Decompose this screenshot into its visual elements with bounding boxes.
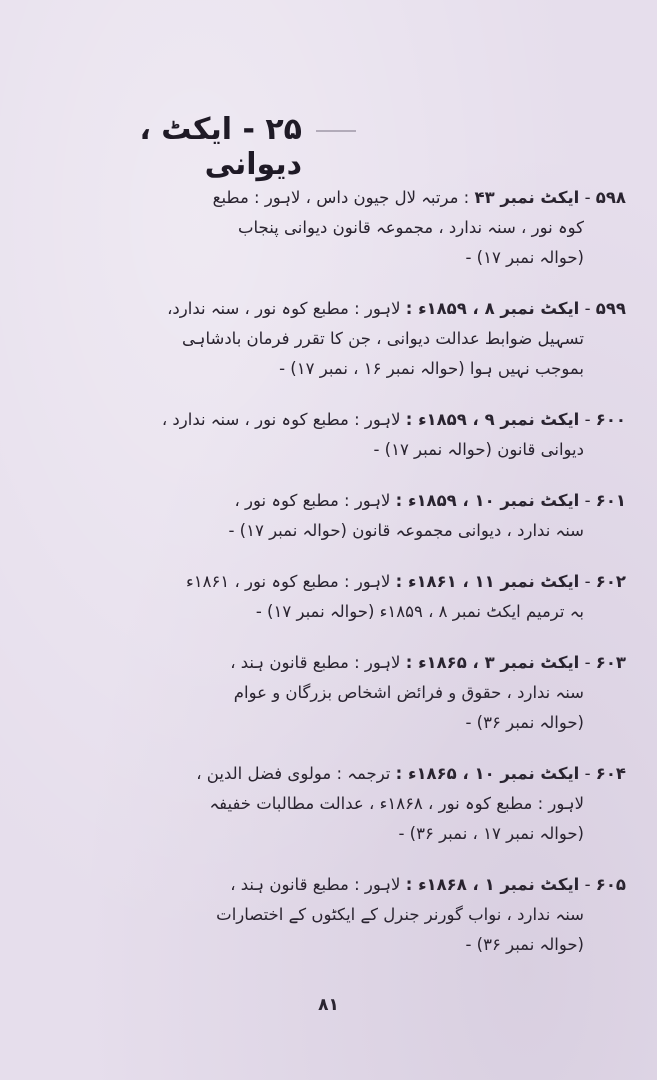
entry-first-line: ۶۰۳ - ایکٹ نمبر ۳ ، ۱۸۶۵ء : لاہور : مطبع قانون ہند ،	[230, 653, 626, 672]
entry-number: ۶۰۰	[595, 410, 626, 429]
entry-number: ۶۰۴	[595, 764, 626, 783]
page-number: ۸۱	[318, 995, 339, 1015]
entry-line: (حوالہ نمبر ۳۶) -	[465, 935, 584, 954]
act-reference: ایکٹ نمبر ۸ ، ۱۸۵۹ء :	[405, 299, 580, 318]
entry-line: تسہیل ضوابط عدالت دیوانی ، جن کا تقرر فرمان بادشاہی	[182, 329, 584, 348]
entry-text: ترجمہ : مولوی فضل الدین ،	[196, 764, 391, 783]
entry-line: بہ ترمیم ایکٹ نمبر ۸ ، ۱۸۵۹ء (حوالہ نمبر ۱۷) -	[255, 602, 584, 621]
entry-list	[60, 183, 626, 981]
act-reference: ایکٹ نمبر ۹ ، ۱۸۵۹ء :	[405, 410, 580, 429]
entry-text: لاہور : مطبع کوہ نور ،	[234, 491, 391, 510]
entry-first-line: ۶۰۵ - ایکٹ نمبر ۱ ، ۱۸۶۸ء : لاہور : مطبع قانون ہند ،	[230, 875, 626, 894]
act-reference: ایکٹ نمبر ۴۳	[474, 188, 580, 207]
entry-first-line: ۶۰۱ - ایکٹ نمبر ۱۰ ، ۱۸۵۹ء : لاہور : مطبع کوہ نور ،	[234, 491, 626, 510]
entry-line: دیوانی قانون (حوالہ نمبر ۱۷) -	[373, 440, 584, 459]
heading-rule	[316, 130, 356, 132]
entry-line: بموجب نہیں ہوا (حوالہ نمبر ۱۶ ، نمبر ۱۷) -	[279, 359, 584, 378]
entry-line: سنہ ندارد ، دیوانی مجموعہ قانون (حوالہ نمبر ۱۷) -	[228, 521, 584, 540]
entry-text: لاہور : مطبع قانون ہند ،	[230, 875, 401, 894]
entry-line: (حوالہ نمبر ۳۶) -	[465, 713, 584, 732]
entry-number: ۵۹۹	[595, 299, 626, 318]
entry-601	[60, 486, 626, 546]
entry-number: ۶۰۳	[595, 653, 626, 672]
entry-first-line: ۶۰۰ - ایکٹ نمبر ۹ ، ۱۸۵۹ء : لاہور : مطبع کوہ نور ، سنہ ندارد ،	[161, 410, 626, 429]
act-reference: ایکٹ نمبر ۱۰ ، ۱۸۶۵ء :	[395, 764, 580, 783]
entry-603	[60, 648, 626, 738]
entry-line: (حوالہ نمبر ۱۷) -	[465, 248, 584, 267]
entry-605	[60, 870, 626, 960]
entry-text: لاہور : مطبع کوہ نور ، ۱۸۶۱ء	[185, 572, 391, 591]
act-reference: ایکٹ نمبر ۱ ، ۱۸۶۸ء :	[405, 875, 580, 894]
entry-line: لاہور : مطبع کوہ نور ، ۱۸۶۸ء ، عدالت مطالبات خفیفہ	[209, 794, 584, 813]
entry-598	[60, 183, 626, 273]
entry-599	[60, 294, 626, 384]
entry-text: لاہور : مطبع قانون ہند ،	[230, 653, 401, 672]
entry-604	[60, 759, 626, 849]
entry-number: ۶۰۱	[595, 491, 626, 510]
entry-first-line: ۵۹۸ - ایکٹ نمبر ۴۳ : مرتبہ لال جیون داس ، لاہور : مطبع	[212, 188, 626, 207]
entry-number: ۵۹۸	[595, 188, 626, 207]
entry-text: مرتبہ لال جیون داس ، لاہور : مطبع	[212, 188, 459, 207]
section-heading: ۲۵ - ایکٹ ، دیوانی	[139, 112, 302, 182]
entry-line: کوہ نور ، سنہ ندارد ، مجموعہ قانون دیوانی پنجاب	[237, 218, 584, 237]
entry-first-line: ۵۹۹ - ایکٹ نمبر ۸ ، ۱۸۵۹ء : لاہور : مطبع کوہ نور ، سنہ ندارد،	[167, 299, 626, 318]
entry-text: لاہور : مطبع کوہ نور ، سنہ ندارد،	[167, 299, 401, 318]
entry-first-line: ۶۰۲ - ایکٹ نمبر ۱۱ ، ۱۸۶۱ء : لاہور : مطبع کوہ نور ، ۱۸۶۱ء	[185, 572, 626, 591]
entry-line: (حوالہ نمبر ۱۷ ، نمبر ۳۶) -	[398, 824, 584, 843]
entry-600	[60, 405, 626, 465]
entry-text: لاہور : مطبع کوہ نور ، سنہ ندارد ،	[161, 410, 401, 429]
act-reference: ایکٹ نمبر ۱۱ ، ۱۸۶۱ء :	[395, 572, 580, 591]
entry-602	[60, 567, 626, 627]
entry-line: سنہ ندارد ، نواب گورنر جنرل کے ایکٹوں کے اختصارات	[216, 905, 584, 924]
entry-line: سنہ ندارد ، حقوق و فرائض اشخاص بزرگان و عوام	[233, 683, 584, 702]
act-reference: ایکٹ نمبر ۱۰ ، ۱۸۵۹ء :	[395, 491, 580, 510]
entry-number: ۶۰۲	[595, 572, 626, 591]
entry-number: ۶۰۵	[595, 875, 626, 894]
act-reference: ایکٹ نمبر ۳ ، ۱۸۶۵ء :	[405, 653, 580, 672]
entry-first-line: ۶۰۴ - ایکٹ نمبر ۱۰ ، ۱۸۶۵ء : ترجمہ : مولوی فضل الدین ،	[196, 764, 626, 783]
